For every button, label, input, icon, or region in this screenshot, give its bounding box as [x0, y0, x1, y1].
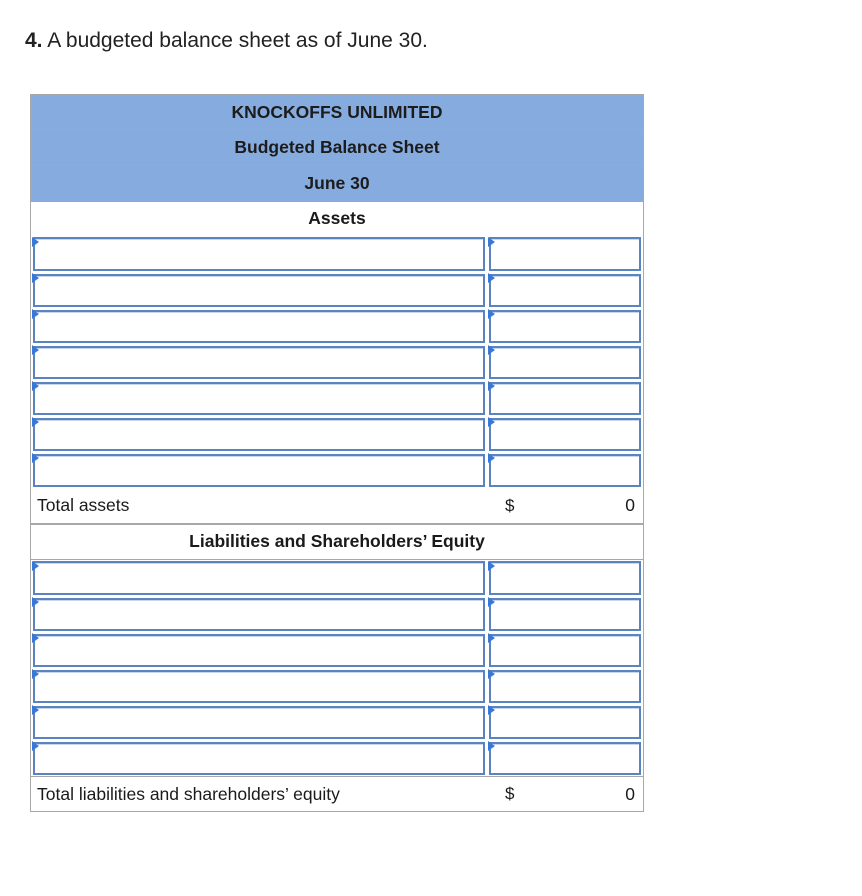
liability-amount-cell [487, 632, 643, 668]
dropdown-marker-icon [32, 633, 39, 643]
liability-account-cell [31, 740, 487, 776]
question-text: A budgeted balance sheet as of June 30. [47, 29, 428, 52]
sheet-date: June 30 [30, 166, 644, 202]
dropdown-marker-icon [488, 381, 495, 391]
liability-row [30, 596, 644, 632]
total-assets-value: 0 [625, 495, 635, 515]
company-name: KNOCKOFFS UNLIMITED [30, 94, 644, 130]
dropdown-marker-icon [488, 597, 495, 607]
total-liabilities-row [30, 776, 644, 812]
total-liabilities-label: Total liabilities and shareholders’ equity [37, 783, 340, 804]
liability-amount-cell [487, 704, 643, 740]
asset-row [30, 308, 644, 344]
total-liabilities-amount [487, 777, 643, 811]
liability-account-dropdown[interactable] [33, 634, 485, 667]
asset-account-dropdown[interactable] [33, 237, 485, 271]
asset-account-dropdown[interactable] [33, 382, 485, 415]
total-assets-amount [487, 488, 643, 523]
asset-amount-cell [487, 416, 643, 452]
assets-rows [30, 236, 644, 488]
dropdown-marker-icon [32, 597, 39, 607]
liability-amount-cell [487, 740, 643, 776]
liability-amount-cell [487, 596, 643, 632]
dropdown-marker-icon [488, 705, 495, 715]
liability-account-cell [31, 668, 487, 704]
asset-row [30, 416, 644, 452]
liability-account-dropdown[interactable] [33, 706, 485, 739]
dropdown-marker-icon [32, 561, 39, 571]
liability-row [30, 668, 644, 704]
liability-account-dropdown[interactable] [33, 670, 485, 703]
asset-account-cell [31, 452, 487, 488]
dropdown-marker-icon [32, 453, 39, 463]
dropdown-marker-icon [488, 633, 495, 643]
liability-amount-input[interactable] [489, 706, 641, 739]
asset-account-dropdown[interactable] [33, 274, 485, 307]
liability-account-dropdown[interactable] [33, 598, 485, 631]
liability-account-dropdown[interactable] [33, 742, 485, 775]
asset-amount-input[interactable] [489, 310, 641, 343]
asset-account-cell [31, 272, 487, 308]
asset-amount-cell [487, 344, 643, 380]
liabilities-heading: Liabilities and Shareholders’ Equity [30, 524, 644, 560]
liability-amount-cell [487, 560, 643, 596]
asset-amount-cell [487, 380, 643, 416]
asset-amount-input[interactable] [489, 237, 641, 271]
dropdown-marker-icon [488, 273, 495, 283]
asset-row [30, 236, 644, 272]
liability-amount-cell [487, 668, 643, 704]
liability-row [30, 704, 644, 740]
currency-symbol: $ [505, 495, 515, 515]
dropdown-marker-icon [32, 705, 39, 715]
dropdown-marker-icon [32, 273, 39, 283]
asset-amount-cell [487, 272, 643, 308]
asset-amount-input[interactable] [489, 454, 641, 487]
liability-amount-input[interactable] [489, 670, 641, 703]
dropdown-marker-icon [488, 309, 495, 319]
asset-account-dropdown[interactable] [33, 346, 485, 379]
asset-amount-input[interactable] [489, 382, 641, 415]
dropdown-marker-icon [32, 309, 39, 319]
dropdown-marker-icon [488, 669, 495, 679]
dropdown-marker-icon [488, 345, 495, 355]
liabilities-rows [30, 560, 644, 776]
asset-row [30, 452, 644, 488]
liability-amount-input[interactable] [489, 634, 641, 667]
currency-symbol: $ [505, 784, 515, 803]
asset-amount-cell [487, 452, 643, 488]
asset-amount-input[interactable] [489, 274, 641, 307]
liability-row [30, 632, 644, 668]
liability-account-cell [31, 560, 487, 596]
asset-amount-cell [487, 236, 643, 272]
dropdown-marker-icon [488, 561, 495, 571]
asset-row [30, 272, 644, 308]
asset-amount-cell [487, 308, 643, 344]
asset-account-cell [31, 344, 487, 380]
asset-account-cell [31, 236, 487, 272]
asset-amount-input[interactable] [489, 418, 641, 451]
dropdown-marker-icon [32, 669, 39, 679]
asset-account-dropdown[interactable] [33, 454, 485, 487]
total-liabilities-value: 0 [625, 783, 635, 804]
sheet-title: Budgeted Balance Sheet [30, 130, 644, 166]
liability-account-cell [31, 596, 487, 632]
dropdown-marker-icon [32, 381, 39, 391]
asset-amount-input[interactable] [489, 346, 641, 379]
dropdown-marker-icon [488, 417, 495, 427]
dropdown-marker-icon [32, 741, 39, 751]
asset-account-cell [31, 380, 487, 416]
liability-account-cell [31, 632, 487, 668]
asset-account-cell [31, 308, 487, 344]
liability-amount-input[interactable] [489, 561, 641, 595]
dropdown-marker-icon [488, 237, 495, 247]
asset-account-dropdown[interactable] [33, 310, 485, 343]
liability-amount-input[interactable] [489, 598, 641, 631]
dropdown-marker-icon [32, 417, 39, 427]
assets-heading: Assets [30, 202, 644, 236]
liability-account-dropdown[interactable] [33, 561, 485, 595]
total-assets-label: Total assets [37, 495, 130, 515]
dropdown-marker-icon [488, 741, 495, 751]
dropdown-marker-icon [32, 237, 39, 247]
question-prompt [25, 29, 428, 53]
liability-amount-input[interactable] [489, 742, 641, 775]
balance-sheet-table [30, 94, 644, 812]
question-number: 4. [25, 29, 43, 52]
asset-row [30, 344, 644, 380]
liability-account-cell [31, 704, 487, 740]
liability-row [30, 740, 644, 776]
dropdown-marker-icon [32, 345, 39, 355]
asset-row [30, 380, 644, 416]
total-assets-row [30, 488, 644, 524]
liability-row [30, 560, 644, 596]
asset-account-dropdown[interactable] [33, 418, 485, 451]
dropdown-marker-icon [488, 453, 495, 463]
asset-account-cell [31, 416, 487, 452]
